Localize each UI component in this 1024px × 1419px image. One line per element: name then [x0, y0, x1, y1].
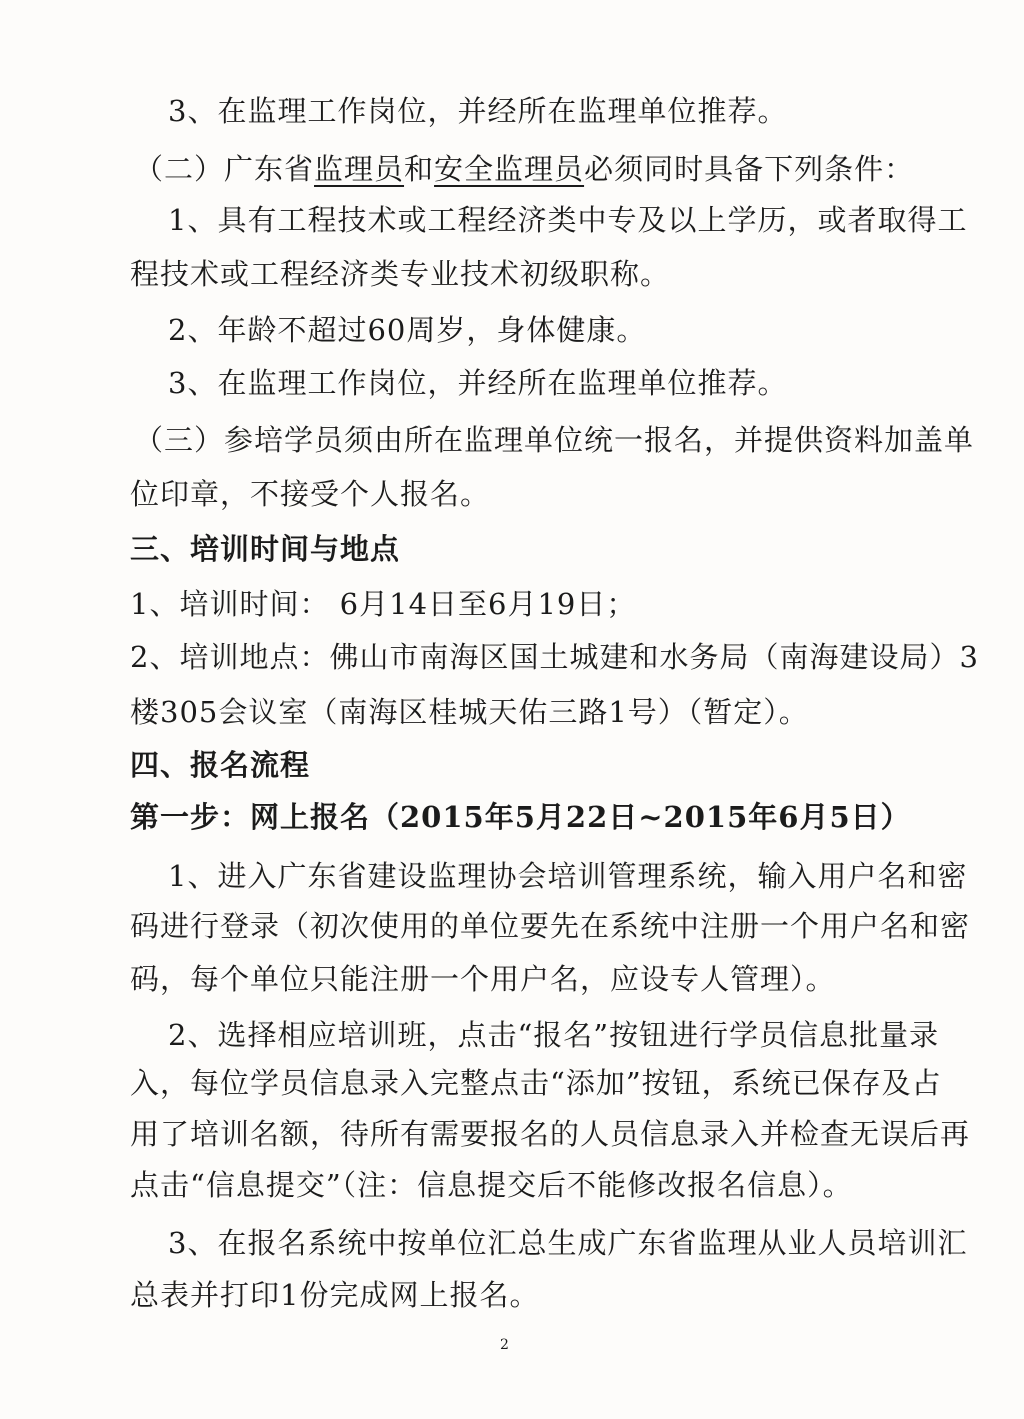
text-line: 点击“信息提交”（注：信息提交后不能修改报名信息）。: [130, 1168, 853, 1202]
text-line: 2、选择相应培训班，点击“报名”按钮进行学员信息批量录: [168, 1018, 940, 1052]
text-line: 1、具有工程技术或工程经济类中专及以上学历，或者取得工: [168, 203, 968, 237]
text-line: 位印章，不接受个人报名。: [130, 477, 491, 511]
text-line: 3、在监理工作岗位，并经所在监理单位推荐。: [168, 94, 788, 128]
section-heading: 三、培训时间与地点: [130, 532, 401, 566]
text-line: 3、在报名系统中按单位汇总生成广东省监理从业人员培训汇: [168, 1226, 968, 1260]
text-line: 2、培训地点：佛山市南海区国土城建和水务局（南海建设局）3: [130, 640, 979, 674]
text-line: 码进行登录（初次使用的单位要先在系统中注册一个用户名和密: [130, 909, 971, 943]
text-line: 总表并打印1份完成网上报名。: [130, 1278, 540, 1312]
text-segment: 和: [404, 152, 435, 186]
underlined-term: 监理员: [314, 152, 405, 186]
text-segment: 必须同时具备下列条件：: [584, 152, 915, 186]
step-heading: 第一步：网上报名（2015年5月22日~2015年6月5日）: [130, 800, 911, 834]
page-number: 2: [500, 1337, 509, 1353]
text-line: 入，每位学员信息录入完整点击“添加”按钮，系统已保存及占: [130, 1066, 942, 1100]
text-line: 1、进入广东省建设监理协会培训管理系统，输入用户名和密: [168, 859, 968, 893]
text-line: 程技术或工程经济类专业技术初级职称。: [130, 257, 671, 291]
text-line: （三）参培学员须由所在监理单位统一报名，并提供资料加盖单: [134, 423, 975, 457]
text-line: 用了培训名额，待所有需要报名的人员信息录入并检查无误后再: [130, 1117, 971, 1151]
underlined-term: 安全监理员: [434, 152, 585, 186]
section-heading: 四、报名流程: [130, 748, 311, 782]
text-line: 1、培训时间： 6月14日至6月19日；: [130, 587, 637, 621]
text-line: 3、在监理工作岗位，并经所在监理单位推荐。: [168, 366, 788, 400]
heading-conditions-2: [134, 149, 914, 189]
text-segment: （二）广东省: [134, 152, 315, 186]
text-line: 码，每个单位只能注册一个用户名，应设专人管理）。: [130, 962, 836, 996]
text-line: 2、年龄不超过60周岁，身体健康。: [168, 313, 647, 347]
text-line: 楼305会议室（南海区桂城天佑三路1号）（暂定）。: [130, 695, 809, 729]
